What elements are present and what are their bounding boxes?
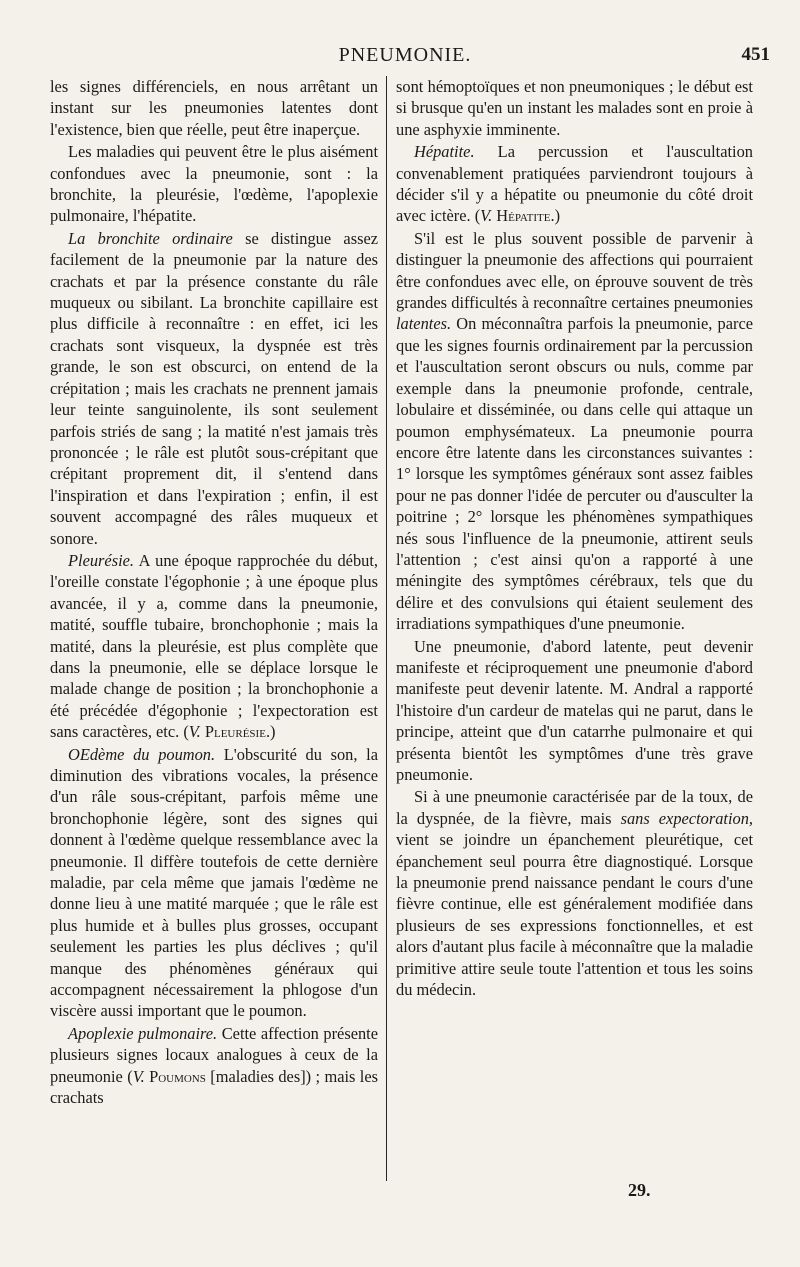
page-number: 451 bbox=[741, 44, 770, 65]
paragraph-text: se distingue assez facilement de la pneumonie par la nature des crachats et par la présence constante du râle muqueux ou sibilant. La bronchite capillaire est plus difficile à reconnaître : en effet, ici les crachats sont visqueux, la dyspnée est très grande, le son est obscurci, on entend de la crépitation ; mais les crachats ne prennent jamais leur teinte sanguinolente, ils sont seulement parfois striés de sang ; la matité n'est jamais très prononcée ; le râle est plutôt sous-crépitant que crépitant proprement dit, il s'entend dans l'inspiration et dans l'expiration ; enfin, il est souvent accompagné des râles muqueux et sonore. bbox=[50, 228, 379, 548]
emphasis: latentes. bbox=[396, 314, 452, 334]
section-lead: Apoplexie pulmonaire. bbox=[68, 1023, 218, 1043]
paragraph-text: .) bbox=[265, 722, 276, 742]
paragraph bbox=[50, 1023, 378, 1109]
paragraph: sont hémoptoïques et non pneumoniques ; le début est si brusque qu'en un instant les malades sont en proie à une asphyxie imminente. bbox=[396, 77, 753, 139]
running-title: PNEUMONIE. bbox=[338, 44, 472, 66]
paragraph-text: S'il est le plus souvent possible de parvenir à distinguer la pneumonie des affections qui pourraient être confondues avec elle, on éprouve souvent de très grandes difficultés à reconnaître certaines pneumonies bbox=[396, 228, 753, 313]
left-column bbox=[50, 76, 378, 1110]
paragraph-text: Cette affection présente plusieurs signes locaux analogues à ceux de la pneumonie ( bbox=[50, 1023, 378, 1086]
paragraph bbox=[396, 786, 753, 1000]
paragraph bbox=[50, 550, 378, 743]
section-lead: Pleurésie. bbox=[68, 550, 134, 570]
column-divider bbox=[386, 76, 387, 1181]
cross-ref-title: Poumons bbox=[144, 1066, 206, 1086]
signature-mark: 29. bbox=[628, 1180, 651, 1200]
page-header bbox=[40, 44, 770, 72]
cross-ref-marker: V. bbox=[480, 206, 493, 226]
paragraph: Une pneumonie, d'abord latente, peut devenir manifeste et réciproquement une pneumonie d'abord manifeste peut devenir latente. M. Andral a rapporté l'histoire d'un cardeur de matelas qui ne parut, dans le principe, atteint que d'un catarrhe pulmonaire et qui présenta bientôt les symptômes d'une très grave pneumonie. bbox=[396, 636, 753, 784]
emphasis: sans expectoration, bbox=[620, 808, 753, 828]
cross-ref-marker: V. bbox=[132, 1066, 145, 1086]
paragraph: Les maladies qui peuvent être le plus aisément confondues avec la pneumonie, sont : la bronchite, la pleurésie, l'œdème, l'apoplexie pulmonaire, l'hépatite. bbox=[50, 142, 378, 226]
paragraph-text: On méconnaîtra parfois la pneumonie, parce que les signes fournis ordinairement par la percussion et l'auscultation seront obscurs ou nuls, comme par exemple dans la pneumonie profonde, centrale, lobulaire et disséminée, ou dans celle qui attaque un poumon emphysémateux. La pneumonie pourra encore être latente dans les circonstances suivantes : 1° lorsque les symptômes généraux sont assez faibles pour ne pas donner l'idée de percuter ou d'ausculter la poitrine ; 2° lorsque les phénomènes sympathiques nés sous l'influence de la pneumonie, attirent seuls l'attention ; c'est ainsi qu'on a rapporté à une méningite des symptômes cérébraux, tels que du délire et des convulsions qui étaient seulement des irradiations sympathiques d'une pneumonie. bbox=[396, 314, 753, 634]
paragraph-text: L'obscurité du son, la diminution des vibrations vocales, la présence d'un râle sous-crépitant, parfois même une bronchophonie légère, sont des signes qui donnent à l'œdème quelque ressemblance avec la pneumonie. Il diffère toutefois de cette dernière maladie, par cela même que jamais l'œdème ne donne lieu à une matité marquée ; que le râle est plus humide et à bulles plus grosses, occupant seulement les parties les plus déclives ; qu'il manque des phénomènes généraux qui accompagnent nécessairement la phlogose d'un viscère aussi important que le poumon. bbox=[50, 744, 378, 1021]
paragraph bbox=[50, 228, 378, 549]
right-column bbox=[396, 76, 753, 1001]
paragraph-text: vient se joindre un épanchement pleurétique, cet épanchement seul pourra être diagnostiqué. Lorsque la pneumonie prend naissance pendant le cours d'une fièvre continue, elle est généralement modifiée dans plusieurs de ses expressions fonctionnelles, et est alors d'autant plus facile à méconnaître que la maladie primitive attire seule toute l'attention et tous les soins du médecin. bbox=[396, 830, 753, 1000]
paragraph bbox=[396, 141, 753, 227]
cross-ref-marker: V. bbox=[188, 722, 201, 742]
paragraph: les signes différenciels, en nous arrêtant un instant sur les pneumonies latentes dont l'existence, bien que réelle, peut être inaperçue. bbox=[50, 77, 378, 139]
paragraph-text: .) bbox=[550, 206, 561, 226]
section-lead: OEdème du poumon. bbox=[68, 744, 216, 764]
cross-ref-title: Hépatite bbox=[492, 206, 551, 226]
section-lead: Hépatite. bbox=[414, 142, 475, 162]
paragraph-text: La percussion et l'auscultation convenablement pratiquées parviendront toujours à décider s'il y a hépatite ou pneumonie du côté droit avec ictère. ( bbox=[396, 142, 753, 226]
paragraph-text: [maladies des]) ; mais les crachats bbox=[50, 1066, 379, 1108]
paragraph-text: Si à une pneumonie caractérisée par de la toux, de la dyspnée, de la fièvre, mais bbox=[396, 787, 753, 828]
paragraph bbox=[50, 744, 378, 1022]
paragraph bbox=[396, 228, 753, 635]
paragraph-text: A une époque rapprochée du début, l'oreille constate l'égophonie ; à une époque plus avancée, il y a, comme dans la pneumonie, matité, souffle tubaire, bronchophonie ; mais la matité, dans la pleurésie, est plus complète que dans la pneumonie, elle se déplace lorsque le malade change de position ; la bronchophonie a été précédée d'égophonie ; l'expectoration est sans caractères, etc. ( bbox=[50, 550, 378, 742]
section-lead: La bronchite ordinaire bbox=[68, 228, 233, 248]
cross-ref-title: Pleurésie bbox=[200, 722, 266, 742]
